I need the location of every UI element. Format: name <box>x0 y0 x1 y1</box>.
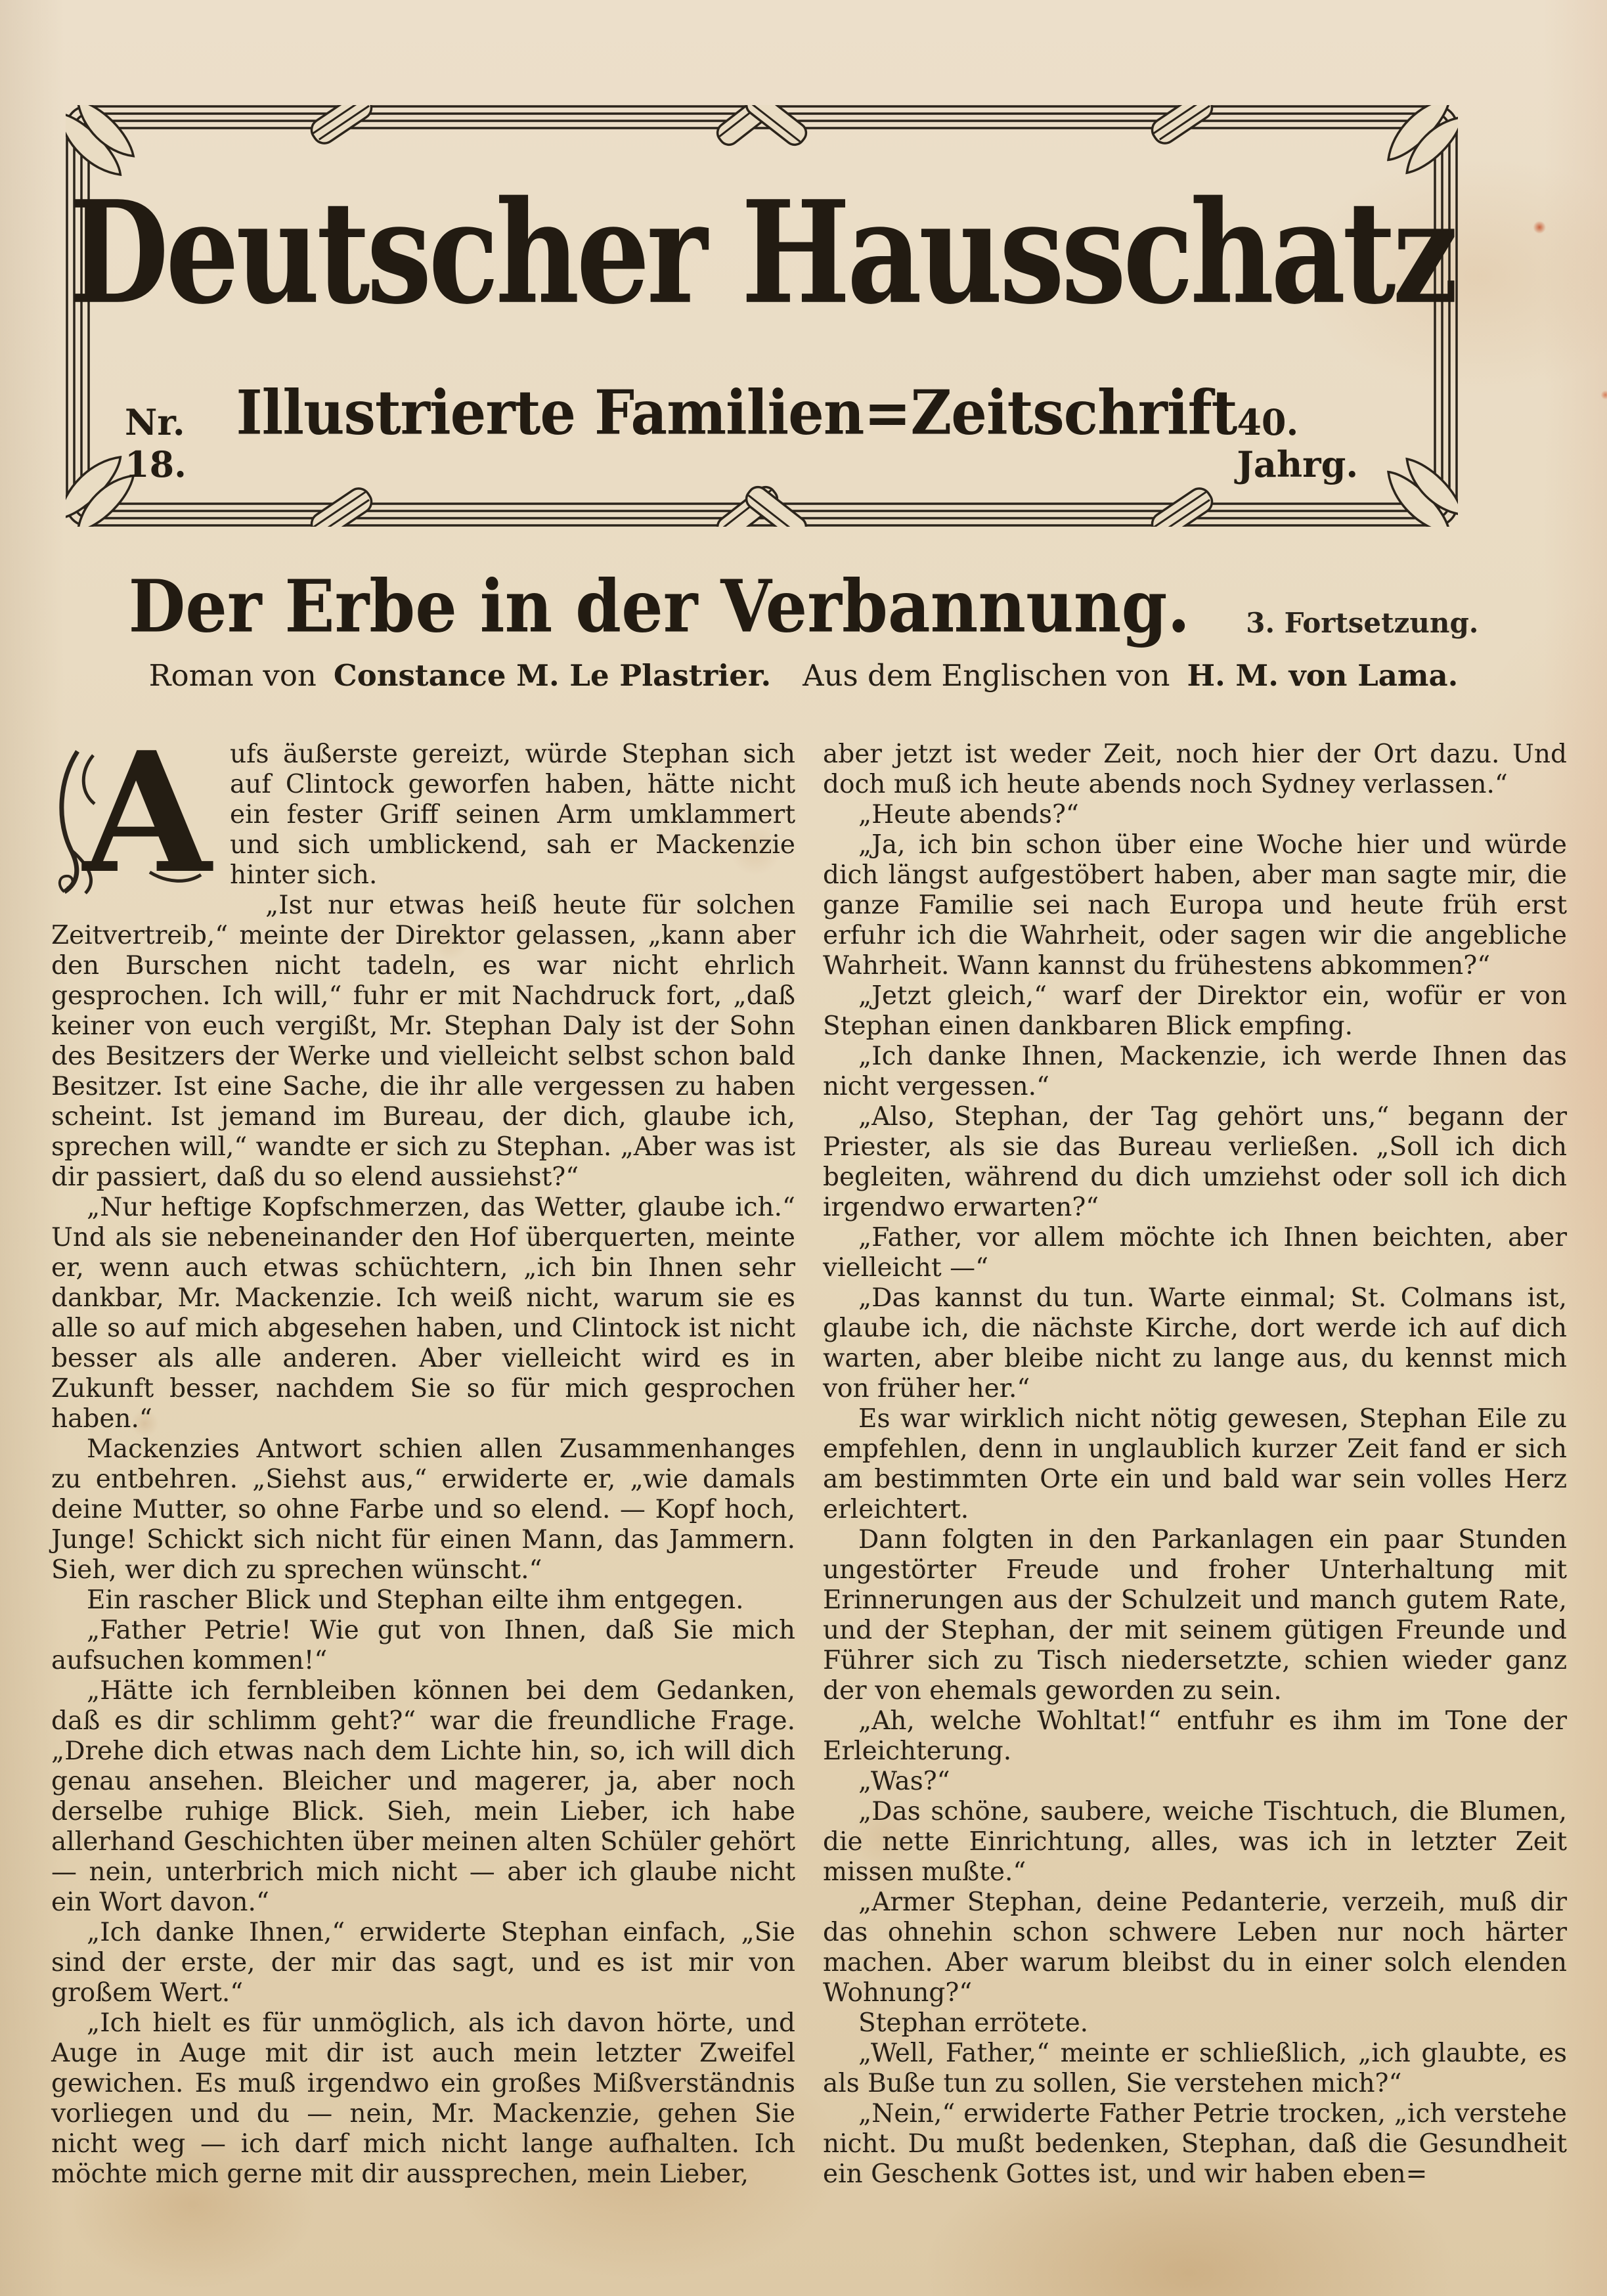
paragraph: „Das kannst du tun. Warte einmal; St. Colmans ist, glaube ich, die nächste Kirche, dort werde ich auf dich warten, aber bleibe nicht zu lange aus, du kennst mich von früher her.“ <box>823 1283 1567 1403</box>
paragraph-text: ufs äußerste gereizt, würde Stephan sich auf Clintock geworfen haben, hätte nicht ein fester Griff seinen Arm umklammert und sich umblickend, sah er Mackenzie hinter sich. <box>230 740 795 890</box>
paragraph: „Was?“ <box>858 1767 950 1796</box>
paragraph: Dann folgten in den Parkanlagen ein paar Stunden ungestörter Freude und froher Unterhaltung mit Erinnerungen aus der Schulzeit und manch gutem Rate, und der Stephan, der mit seinem gütigen Freunde und Führer sich zu Tisch niedersetzte, schien wieder ganz der von ehemals geworden zu sein. <box>823 1525 1567 1706</box>
magazine-subtitle: Illustrierte Familien=Zeitschrift <box>236 376 1237 449</box>
paragraph: „Well, Father,“ meinte er schließlich, „ich glaubte, es als Buße tun zu sollen, Sie verstehen mich?“ <box>823 2039 1567 2098</box>
column-right <box>823 740 1567 2190</box>
paragraph: „Ja, ich bin schon über eine Woche hier und würde dich längst aufgestöbert haben, aber man sagte mir, die ganze Familie sei nach Europa und heute früh erst erfuhr ich die Wahrheit, oder sagen wir die angebliche Wahrheit. Wann kannst du frühestens abkommen?“ <box>823 830 1567 981</box>
paragraph-list-left <box>51 891 795 2190</box>
paragraph: „Ist nur etwas heiß heute für solchen Zeitvertreib,“ meinte der Direktor gelassen, „kann aber den Burschen nicht tadeln, es war nicht ehrlich gesprochen. Ich will,“ fuhr er mit Nachdruck fort, „daß keiner von euch vergißt, Mr. Stephan Daly ist der Sohn des Besitzers der Werke und vielleicht selbst schon bald Besitzer. Ist eine Sache, die ihr alle vergessen zu haben scheint. Ist jemand im Bureau, der dich, glaube ich, sprechen will,“ wandte er sich zu Stephan. „Aber was ist dir passiert, daß du so elend aussiehst?“ <box>51 891 795 1192</box>
paragraph: aber jetzt ist weder Zeit, noch hier der Ort dazu. Und doch muß ich heute abends noch Sydney verlassen.“ <box>823 740 1567 799</box>
paragraph: „Ah, welche Wohltat!“ entfuhr es ihm im Tone der Erleichterung. <box>823 1706 1567 1766</box>
paragraph: „Das schöne, saubere, weiche Tischtuch, die Blumen, die nette Einrichtung, alles, was ich in letzter Zeit missen mußte.“ <box>823 1797 1567 1887</box>
article-header <box>0 563 1607 649</box>
byline-translator: H. M. von Lama. <box>1187 658 1459 693</box>
paragraph: „Nein,“ erwiderte Father Petrie trocken, „ich verstehe nicht. Du mußt bedenken, Stephan, daß die Gesundheit ein Geschenk Gottes ist, und wir haben eben= <box>823 2099 1567 2189</box>
paragraph: „Ich danke Ihnen,“ erwiderte Stephan einfach, „Sie sind der erste, der mir das sagt, und es ist mir von großem Wert.“ <box>51 1918 795 2008</box>
article-body <box>51 740 1568 2190</box>
volume-number: 40. Jahrg. <box>1237 401 1359 485</box>
drop-cap-initial <box>51 742 219 894</box>
paragraph: „Father Petrie! Wie gut von Ihnen, daß Sie mich aufsuchen kommen!“ <box>51 1616 795 1675</box>
column-left <box>51 740 795 2190</box>
article-title: Der Erbe in der Verbannung. <box>128 563 1191 649</box>
paragraph: „Jetzt gleich,“ warf der Direktor ein, wofür er von Stephan einen dankbaren Blick empfing. <box>823 981 1567 1041</box>
byline <box>0 658 1607 693</box>
paragraph: Es war wirklich nicht nötig gewesen, Stephan Eile zu empfehlen, denn in unglaublich kurzer Zeit fand er sich am bestimmten Orte ein und bald war sein volles Herz erleichtert. <box>823 1404 1567 1524</box>
byline-prefix: Roman von <box>148 658 317 693</box>
paragraph: Stephan errötete. <box>858 2008 1089 2038</box>
paragraph: Ein rascher Blick und Stephan eilte ihm entgegen. <box>87 1585 744 1615</box>
magazine-title: Deutscher Hausschatz <box>68 169 1455 336</box>
paragraph: „Ich hielt es für unmöglich, als ich davon hörte, und Auge in Auge mit dir ist auch mein letzter Zweifel gewichen. Es muß irgendwo ein großes Mißverständnis vorliegen und du — nein, Mr. Mackenzie, gehen Sie nicht weg — ich darf mich nicht lange aufhalten. Ich möchte mich gerne mit dir aussprechen, mein Lieber, <box>51 2008 795 2189</box>
paragraph <box>51 740 795 894</box>
paragraph: „Armer Stephan, deine Pedanterie, verzeih, muß dir das ohnehin schon schwere Leben nur noch härter machen. Aber warum bleibst du in einer solch elenden Wohnung?“ <box>823 1888 1567 2008</box>
paragraph: Mackenzies Antwort schien allen Zusammenhanges zu entbehren. „Siehst aus,“ erwiderte er, „wie damals deine Mutter, so ohne Farbe und so elend. — Kopf hoch, Junge! Schickt sich nicht für einen Mann, das Jammern. Sieh, wer dich zu sprechen wünscht.“ <box>51 1434 795 1585</box>
issue-number: Nr. 18. <box>125 401 187 485</box>
paragraph: „Heute abends?“ <box>858 800 1079 829</box>
paragraph-list-right <box>823 740 1567 2190</box>
paragraph: „Nur heftige Kopfschmerzen, das Wetter, glaube ich.“ Und als sie nebeneinander den Hof überquerten, meinte er, wenn auch etwas schüchtern, „ich bin Ihnen sehr dankbar, Mr. Mackenzie. Ich weiß nicht, warum sie es alle so auf mich abgesehen haben, und Clintock ist nicht besser als alle anderen. Aber vielleicht wird es in Zukunft besser, nachdem Sie so für mich gesprochen haben.“ <box>51 1193 795 1434</box>
masthead <box>66 105 1458 527</box>
paragraph: „Also, Stephan, der Tag gehört uns,“ begann der Priester, als sie das Bureau verließen. „Soll ich dich begleiten, während du dich umziehst oder soll ich dich irgendwo erwarten?“ <box>823 1102 1567 1222</box>
svg-text:A: A <box>83 742 211 894</box>
paragraph: „Ich danke Ihnen, Mackenzie, ich werde Ihnen das nicht vergessen.“ <box>823 1042 1567 1101</box>
paragraph: „Father, vor allem möchte ich Ihnen beichten, aber vielleicht —“ <box>823 1223 1567 1283</box>
continuation-note: 3. Fortsetzung. <box>1246 607 1479 639</box>
byline-author: Constance M. Le Plastrier. <box>333 658 772 693</box>
paragraph: „Hätte ich fernbleiben können bei dem Gedanken, daß es dir schlimm geht?“ war die freundliche Frage. „Drehe dich etwas nach dem Lichte hin, so, ich will dich genau ansehen. Bleicher und magerer, ja, aber noch derselbe ruhige Blick. Sieh, mein Lieber, ich habe allerhand Geschichten über meinen alten Schüler gehört — nein, unterbrich mich nicht — aber ich glaube nicht ein Wort davon.“ <box>51 1676 795 1917</box>
byline-middle: Aus dem Englischen von <box>803 658 1170 693</box>
